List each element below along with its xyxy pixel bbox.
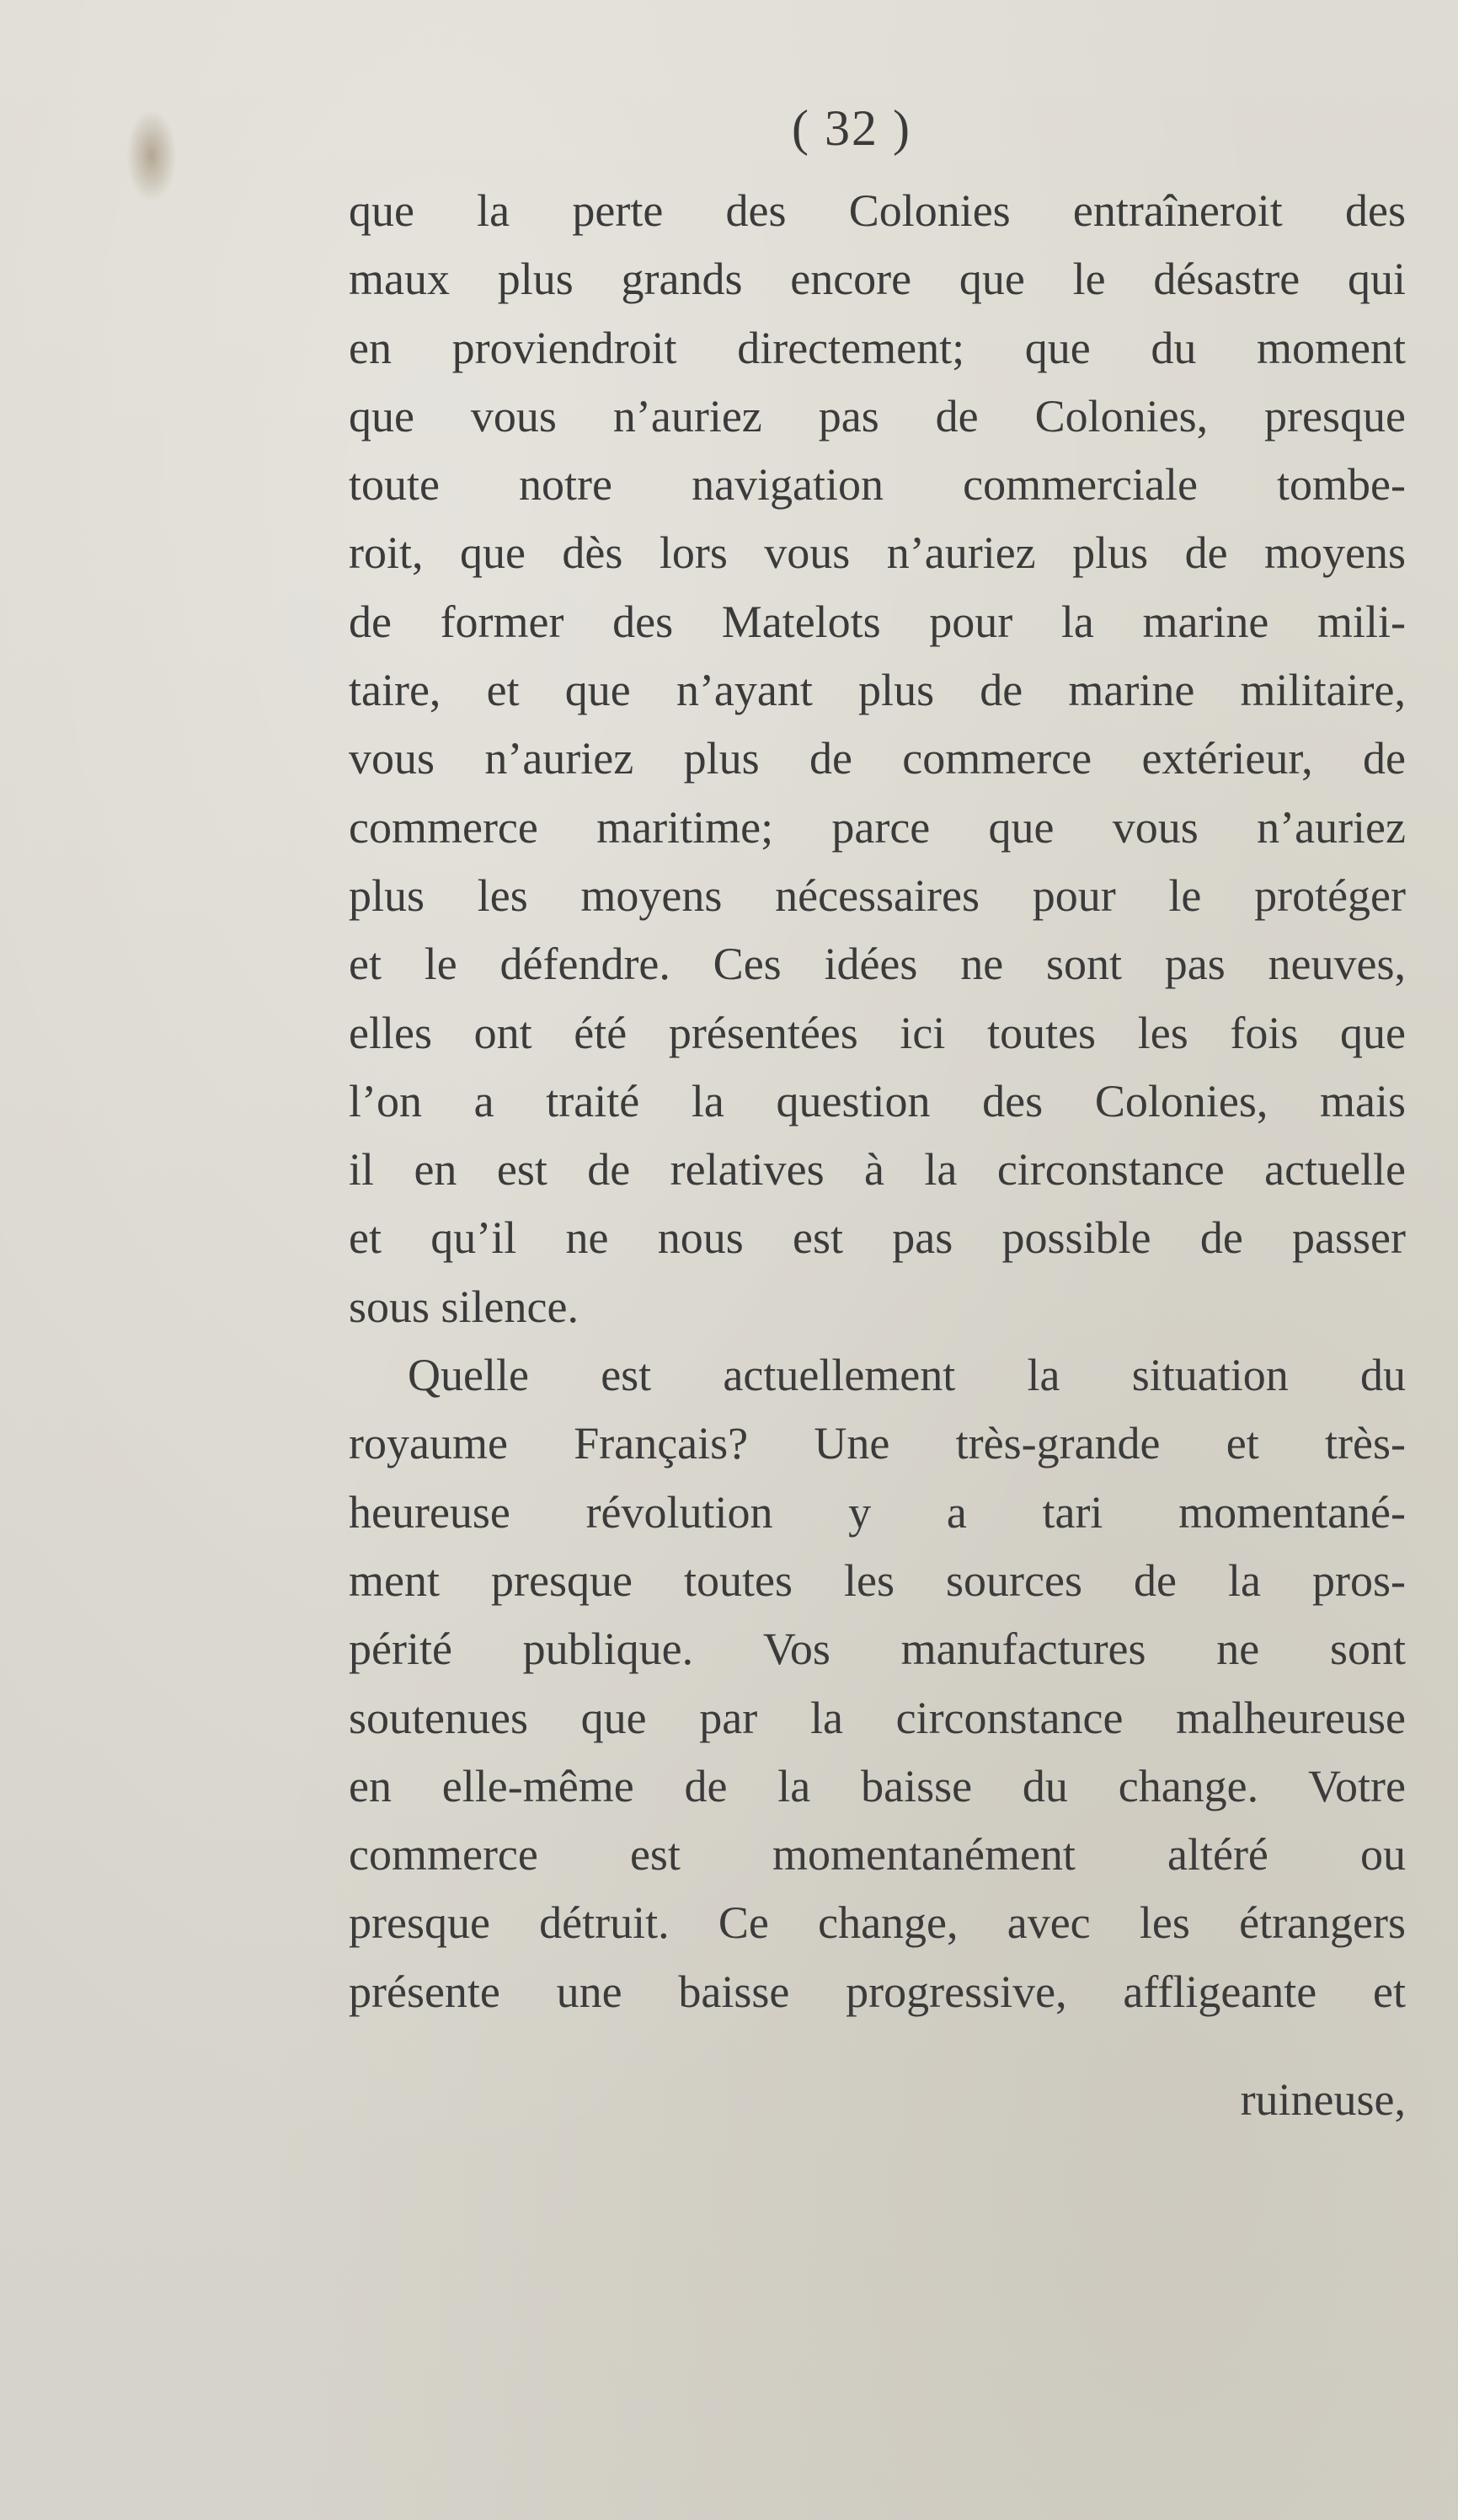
text-line: que la perte des Colonies entraîneroit des — [349, 185, 1406, 236]
text-line: de former des Matelots pour la marine mili- — [349, 596, 1406, 647]
text-line: soutenues que par la circonstance malheureuse — [349, 1692, 1406, 1743]
text-line-paragraph-end: sous silence. — [349, 1281, 579, 1332]
text-line: heureuse révolution y a tari momentané- — [349, 1486, 1406, 1538]
text-line: commerce maritime; parce que vous n’auriez — [349, 801, 1406, 853]
text-line: vous n’auriez plus de commerce extérieur, de — [349, 733, 1406, 784]
text-line: l’on a traité la question des Colonies, mais — [349, 1075, 1406, 1126]
text-line: ment presque toutes les sources de la pros- — [349, 1554, 1406, 1606]
text-line: il en est de relatives à la circonstance actuelle — [349, 1144, 1406, 1196]
page-number: ( 32 ) — [792, 100, 911, 156]
catchword: ruineuse, — [1240, 2074, 1406, 2125]
body-text — [349, 177, 1406, 2026]
text-line: présente une baisse progressive, affligeante et — [349, 1966, 1406, 2017]
text-line: périté publique. Vos manufactures ne sont — [349, 1624, 1406, 1675]
text-line: plus les moyens nécessaires pour le protéger — [349, 869, 1406, 921]
text-line: elles ont été présentées ici toutes les fois que — [349, 1007, 1406, 1058]
text-line: maux plus grands encore que le désastre qui — [349, 254, 1406, 305]
text-line: et qu’il ne nous est pas possible de passer — [349, 1212, 1406, 1264]
text-line: roit, que dès lors vous n’auriez plus de moyens — [349, 527, 1406, 579]
paper-stain — [126, 110, 177, 202]
text-line: en elle-même de la baisse du change. Votre — [349, 1760, 1406, 1811]
text-line: que vous n’auriez pas de Colonies, presque — [349, 390, 1406, 441]
text-line: en proviendroit directement; que du moment — [349, 322, 1406, 373]
text-line: royaume Français? Une très-grande et très- — [349, 1418, 1406, 1469]
text-line-paragraph-start: Quelle est actuellement la situation du — [408, 1350, 1406, 1401]
text-line: taire, et que n’ayant plus de marine militaire, — [349, 665, 1406, 716]
text-line: presque détruit. Ce change, avec les étrangers — [349, 1897, 1406, 1949]
text-line: commerce est momentanément altéré ou — [349, 1829, 1406, 1881]
text-line: et le défendre. Ces idées ne sont pas neuves, — [349, 939, 1406, 990]
text-line: toute notre navigation commerciale tombe- — [349, 459, 1406, 511]
